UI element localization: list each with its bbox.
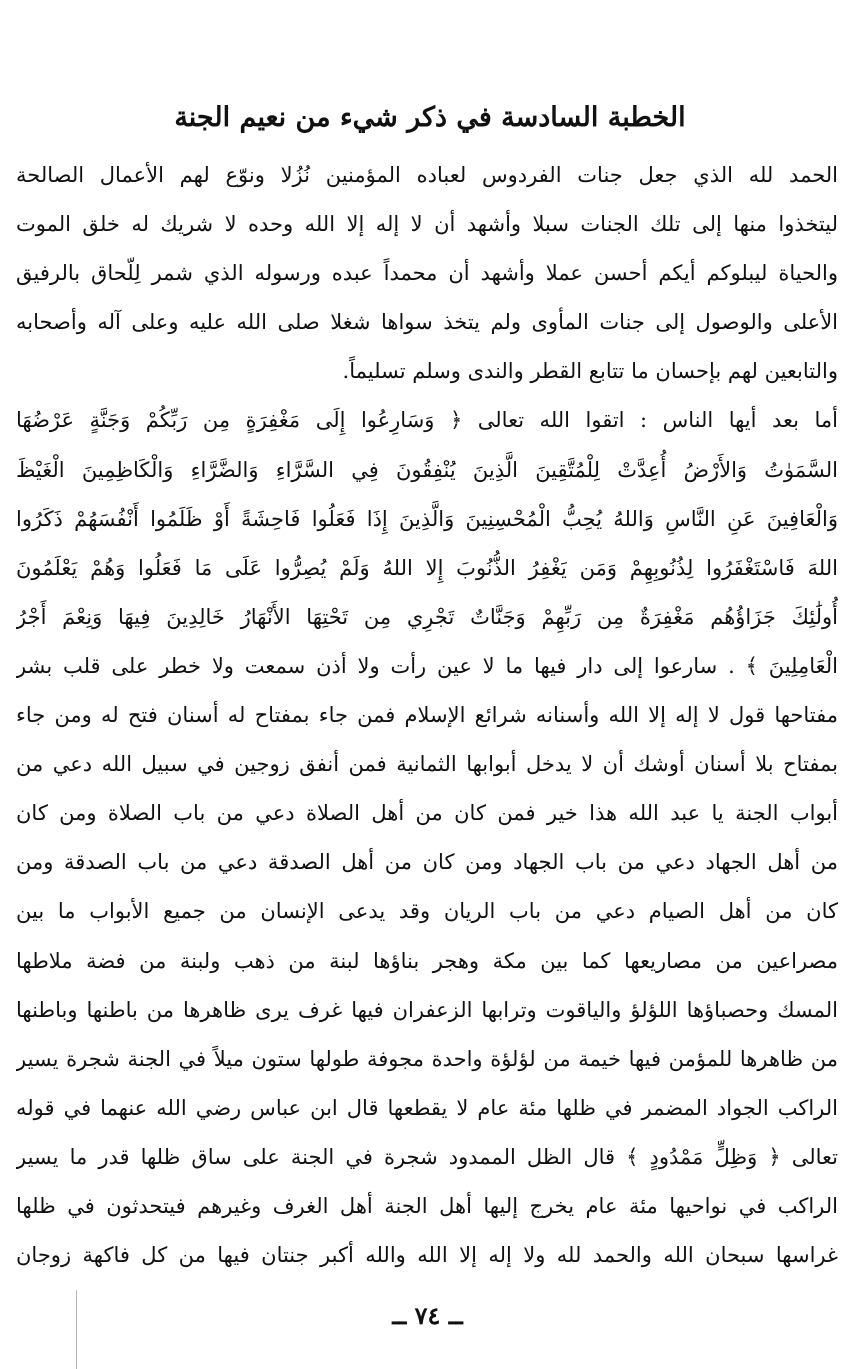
text-line: الراكب في نواحيها مئة عام يخرج إليها أهل الجنة أهل الغرف وغيرهم فيتحدثون في ظلها bbox=[16, 1193, 838, 1218]
text-line: بمفتاح بلا أسنان أوشك أن لا يدخل أبوابها الثمانية فمن أنفق زوجين في سبيل الله دعي من bbox=[16, 752, 838, 777]
text-line: من أهل الجهاد دعي من باب الجهاد ومن كان من أهل الصدقة دعي من باب الصدقة ومن bbox=[16, 850, 838, 875]
text-line: السَّمَوٰتُ وَالأَرْضُ أُعِدَّتْ لِلْمُتَّقِينَ الَّذِينَ يُنْفِقُونَ فِي السَّرَّاءِ وَالضَّرَّاءِ وَالْكَاظِمِينَ الْغَيْظَ bbox=[16, 457, 838, 482]
text-line: أبواب الجنة يا عبد الله هذا خير فمن كان من أهل الصلاة دعي من باب الصلاة ومن كان bbox=[16, 801, 838, 826]
page-title: الخطبة السادسة في ذكر شيء من نعيم الجنة bbox=[174, 102, 686, 133]
text-line: الأعلى والوصول إلى جنات المأوى ولم يتخذ سواها شغلا صلى الله عليه وعلى آله وأصحابه bbox=[16, 310, 838, 335]
text-line: وَالْعَافِينَ عَنِ النَّاسِ وَاللهُ يُحِبُّ الْمُحْسِنِينَ وَالَّذِينَ إِذَا فَعَلُوا فَاحِشَةً أَوْ ظَلَمُوا أَنْفُسَهُمْ ذَكَرُوا bbox=[16, 506, 838, 531]
text-line: الْعَامِلِينَ ﴾ . سارعوا إلى دار فيها ما لا عين رأت ولا أذن سمعت ولا خطر على قلب بشر bbox=[16, 653, 838, 678]
text-line: الحمد لله الذي جعل جنات الفردوس لعباده المؤمنين نُزُلا ونوّع لهم الأعمال الصالحة bbox=[16, 163, 838, 187]
text-line: اللهَ فَاسْتَغْفَرُوا لِذُنُوبِهِمْ وَمَن يَغْفِرُ الذُّنُوبَ إِلا اللهُ وَلَمْ يُصِرُّوا عَلَى مَا فَعَلُوا وَهُمْ يَعْلَمُونَ bbox=[16, 555, 838, 580]
page-number: ــ ٧٤ ــ bbox=[392, 1301, 463, 1330]
text-line: مفتاحها قول لا إله إلا الله وأسنانه شرائع الإسلام فمن جاء بمفتاح له أسنان فتح له ومن جاء bbox=[16, 703, 838, 728]
text-line: غراسها سبحان الله والحمد لله ولا إله إلا الله والله أكبر جنتان فيها من كل فاكهة زوجان bbox=[16, 1243, 838, 1268]
text-line: أُولَٰئِكَ جَزَاؤُهُم مَغْفِرَةٌ مِن رَبِّهِمْ وَجَنَّاتٌ تَجْرِي مِن تَحْتِهَا الأَنْهَارُ خَالِدِينَ فِيهَا وَنِعْمَ أَجْرُ bbox=[16, 604, 838, 629]
text-line: كان من أهل الصيام دعي من باب الريان وقد يدعى الإنسان من جميع الأبواب ما بين bbox=[16, 899, 838, 924]
text-line: الراكب الجواد المضمر في ظلها مئة عام لا يقطعها قال ابن عباس رضي الله عنهما في قوله bbox=[16, 1095, 838, 1120]
text-line: أما بعد أيها الناس : اتقوا الله تعالى ﴿ وَسَارِعُوا إِلَى مَغْفِرَةٍ مِن رَبِّكُمْ وَجَنَّةٍ عَرْضُهَا bbox=[16, 408, 838, 433]
text-line: والحياة ليبلوكم أيكم أحسن عملا وأشهد أن محمداً عبده ورسوله الذي شمر لِلّحاق بالرفيق bbox=[16, 261, 838, 286]
body-text bbox=[16, 151, 838, 1280]
text-line: والتابعين لهم بإحسان ما تتابع القطر والندى وسلم تسليماً. bbox=[342, 359, 838, 384]
text-line: ليتخذوا منها إلى تلك الجنات سبلا وأشهد أن لا إله إلا الله وحده لا شريك له خلق الموت bbox=[16, 212, 838, 237]
text-line: من ظاهرها للمؤمن فيها خيمة من لؤلؤة واحدة مجوفة طولها ستون ميلاً في الجنة شجرة يسير bbox=[16, 1046, 838, 1071]
text-line: مصراعين من مصاريعها كما بين مكة وهجر بناؤها لبنة من ذهب ولبنة من فضة ملاطها bbox=[16, 948, 838, 973]
text-line: تعالى ﴿ وَظِلٍّ مَمْدُودٍ ﴾ قال الظل الممدود شجرة في الجنة على ساق ظلها قدر ما يسير bbox=[16, 1144, 838, 1169]
text-line: المسك وحصباؤها اللؤلؤ والياقوت وترابها الزعفران فيها غرف يرى ظاهرها من باطنها وباطنها bbox=[16, 997, 838, 1022]
